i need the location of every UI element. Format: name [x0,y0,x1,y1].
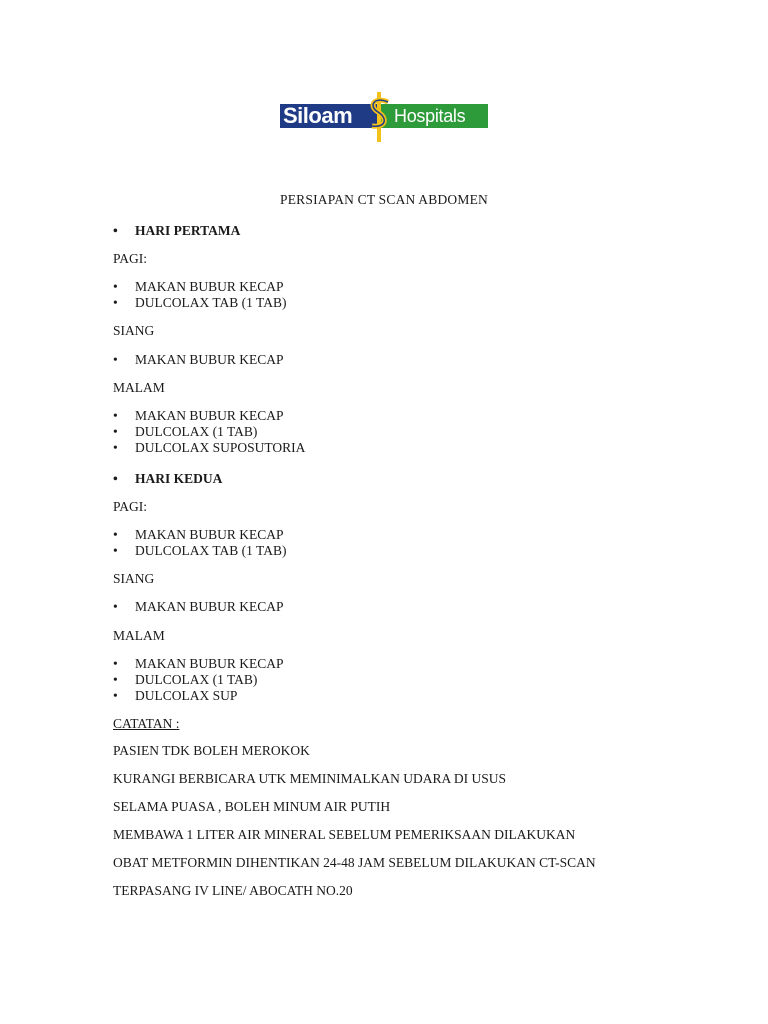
day2-malam-label: MALAM [113,628,165,643]
day2-malam-item-text: DULCOLAX SUP [135,688,238,703]
day2-siang-item [113,599,284,615]
bullet: • [113,672,118,687]
day1-pagi-item [113,279,284,295]
note-line: MEMBAWA 1 LITER AIR MINERAL SEBELUM PEMERIKSAAN DILAKUKAN [113,827,576,842]
bullet: • [113,527,118,542]
logo-text-siloam: Siloam [283,103,353,128]
day1-siang-item-text: MAKAN BUBUR KECAP [135,352,284,367]
day2-malam-item-text: DULCOLAX (1 TAB) [135,672,258,687]
day1-pagi-label: PAGI: [113,251,148,266]
bullet: • [113,543,118,558]
day2-siang-label: SIANG [113,571,155,586]
bullet: • [113,352,118,367]
day1-pagi-item-text: DULCOLAX TAB (1 TAB) [135,295,287,310]
page-title: PERSIAPAN CT SCAN ABDOMEN [280,192,488,207]
siloam-hospitals-logo [280,92,488,142]
bullet: • [113,440,118,455]
day2-pagi-item [113,527,284,543]
bullet: • [113,408,118,423]
day1-malam-item-text: DULCOLAX (1 TAB) [135,424,258,439]
bullet: • [113,471,118,486]
day2-heading: • HARI KEDUA [113,471,223,486]
bullet: • [113,424,118,439]
day2-malam-item [113,656,284,672]
day1-pagi-item-text: MAKAN BUBUR KECAP [135,279,284,294]
bullet: • [113,688,118,703]
day2-pagi-item [113,543,286,559]
bullet: • [113,656,118,671]
note-line: TERPASANG IV LINE/ ABOCATH NO.20 [113,883,353,898]
day1-siang-label: SIANG [113,323,155,338]
bullet: • [113,279,118,294]
day1-malam-item-text: MAKAN BUBUR KECAP [135,408,284,423]
day1-pagi-item [113,295,286,311]
day2-pagi-label: PAGI: [113,499,148,514]
day2-siang-item-text: MAKAN BUBUR KECAP [135,599,284,614]
day1-malam-item-text: DULCOLAX SUPOSUTORIA [135,440,306,455]
day2-malam-item-text: MAKAN BUBUR KECAP [135,656,284,671]
bullet: • [113,223,118,238]
day1-malam-item [113,440,305,456]
day1-malam-item [113,424,257,440]
logo-text-hospitals: Hospitals [394,106,466,126]
day1-siang-item [113,352,284,368]
note-line: KURANGI BERBICARA UTK MEMINIMALKAN UDARA DI USUS [113,771,507,786]
note-line: OBAT METFORMIN DIHENTIKAN 24-48 JAM SEBELUM DILAKUKAN CT-SCAN [113,855,596,870]
day1-heading: • HARI PERTAMA [113,223,241,238]
day2-malam-item [113,672,257,688]
caduceus-s-icon [364,92,394,142]
day1-malam-item [113,408,284,424]
day1-malam-label: MALAM [113,380,165,395]
day2-pagi-item-text: DULCOLAX TAB (1 TAB) [135,543,287,558]
day2-pagi-item-text: MAKAN BUBUR KECAP [135,527,284,542]
note-line: PASIEN TDK BOLEH MEROKOK [113,743,310,758]
notes-heading: CATATAN : [113,716,180,731]
day2-malam-item [113,688,237,704]
bullet: • [113,295,118,310]
bullet: • [113,599,118,614]
note-line: SELAMA PUASA , BOLEH MINUM AIR PUTIH [113,799,391,814]
